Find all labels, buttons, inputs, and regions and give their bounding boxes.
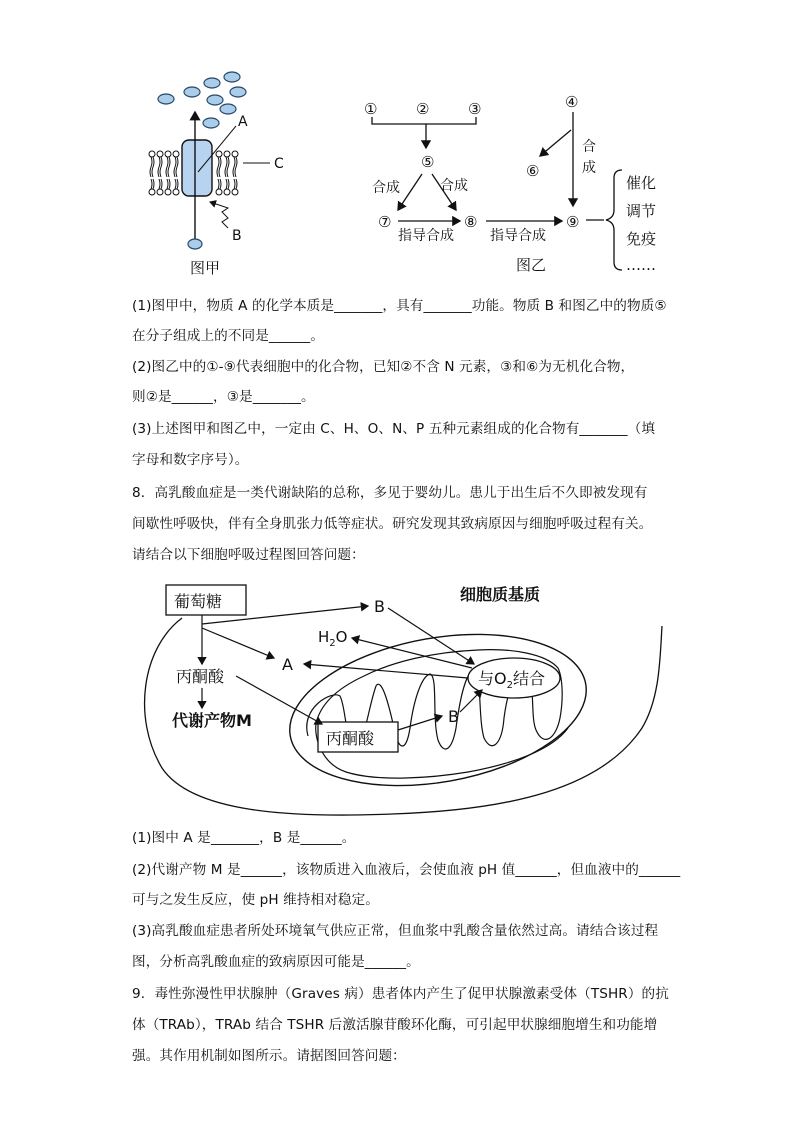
q9-line: 9．毒性弥漫性甲状腺肿（Graves 病）患者体内产生了促甲状腺激素受体（TSHR）的抗 bbox=[132, 986, 669, 1002]
q8-line: 可与之发生反应，使 pH 维持相对稳定。 bbox=[132, 892, 379, 908]
label-guide-1: 指导合成 bbox=[398, 228, 454, 244]
figure-yi bbox=[360, 92, 680, 282]
q7-line: 则②是______，③是_______。 bbox=[132, 389, 315, 405]
q8-line: (2)代谢产物 M 是______，该物质进入血液后，会使血液 pH 值______，但血液中的______ bbox=[132, 862, 681, 878]
q7-line: 字母和数字序号）。 bbox=[132, 452, 249, 468]
compound-8: ⑧ bbox=[464, 213, 478, 231]
pyruvate-mito-label: 丙酮酸 bbox=[326, 729, 375, 748]
label-synth-left: 合成 bbox=[372, 180, 400, 196]
function-immunity: 免疫 bbox=[626, 230, 657, 248]
molecule-b bbox=[188, 239, 202, 249]
q8-intro-line: 间歇性呼吸快，伴有全身肌张力低等症状。研究发现其致病原因与细胞呼吸过程有关。 bbox=[132, 516, 653, 532]
channel-protein-a bbox=[182, 140, 212, 196]
label-synth-vertical-top: 合 bbox=[582, 139, 596, 155]
figure-jia bbox=[140, 68, 300, 283]
metabolite-m-label: 代谢产物M bbox=[172, 711, 252, 730]
q7-line: 在分子组成上的不同是______。 bbox=[132, 328, 325, 344]
label-b: B bbox=[232, 228, 242, 244]
q8-intro-line: 8．高乳酸血症是一类代谢缺陷的总称，多见于婴幼儿。患儿于出生后不久即被发现有 bbox=[132, 485, 648, 501]
caption-yi: 图乙 bbox=[516, 256, 547, 274]
label-guide-2: 指导合成 bbox=[490, 228, 546, 244]
label-synth-right: 合成 bbox=[440, 178, 468, 194]
q9-line: 强。其作用机制如图所示。请据图回答问题： bbox=[132, 1048, 406, 1064]
q7-line: (3)上述图甲和图乙中，一定由 C、H、O、N、P 五种元素组成的化合物有_______（填 bbox=[132, 421, 656, 437]
label-a: A bbox=[238, 114, 248, 130]
q8-line: (1)图中 A 是_______，B 是______。 bbox=[132, 830, 356, 846]
label-b-top: B bbox=[374, 597, 385, 616]
signal-molecules bbox=[158, 72, 246, 128]
function-ellipsis: …… bbox=[626, 256, 656, 274]
q7-line: (2)图乙中的①-⑨代表细胞中的化合物，已知②不含 N 元素，③和⑥为无机化合物， bbox=[132, 359, 635, 375]
label-a: A bbox=[282, 655, 293, 674]
label-synth-vertical-bottom: 成 bbox=[582, 160, 596, 176]
function-catalysis: 催化 bbox=[626, 174, 657, 192]
function-regulation: 调节 bbox=[626, 202, 657, 220]
caption-jia: 图甲 bbox=[190, 259, 221, 277]
compound-2: ② bbox=[416, 100, 430, 118]
q8-line: (3)高乳酸血症患者所处环境氧气供应正常，但血浆中乳酸含量依然过高。请结合该过程 bbox=[132, 923, 659, 939]
q7-line: (1)图甲中，物质 A 的化学本质是_______，具有_______功能。物质 B 和图乙中的物质⑤ bbox=[132, 298, 667, 314]
compound-4: ④ bbox=[565, 93, 579, 111]
q9-line: 体（TRAb），TRAb 结合 TSHR 后激活腺苷酸环化酶，可引起甲状腺细胞增生和功能增 bbox=[132, 1017, 658, 1033]
compound-5: ⑤ bbox=[421, 153, 435, 171]
label-b-mito: B bbox=[448, 707, 459, 726]
compound-6: ⑥ bbox=[526, 162, 540, 180]
compound-9: ⑨ bbox=[566, 213, 580, 231]
o2-binding-label: 与$O_2$结合 bbox=[478, 669, 545, 691]
figure-cell-respiration bbox=[132, 578, 672, 818]
compound-1: ① bbox=[364, 100, 378, 118]
q8-intro-line: 请结合以下细胞呼吸过程图回答问题： bbox=[132, 547, 365, 563]
glucose-label: 葡萄糖 bbox=[174, 592, 223, 611]
cytoplasm-label: 细胞质基质 bbox=[460, 585, 541, 604]
h2o-label: $H_2O$ bbox=[318, 628, 348, 649]
compound-3: ③ bbox=[468, 100, 482, 118]
pyruvate-cytoplasm-label: 丙酮酸 bbox=[176, 667, 225, 686]
compound-7: ⑦ bbox=[378, 213, 392, 231]
q8-line: 图，分析高乳酸血症的致病原因可能是______。 bbox=[132, 954, 420, 970]
label-c: C bbox=[274, 156, 284, 172]
